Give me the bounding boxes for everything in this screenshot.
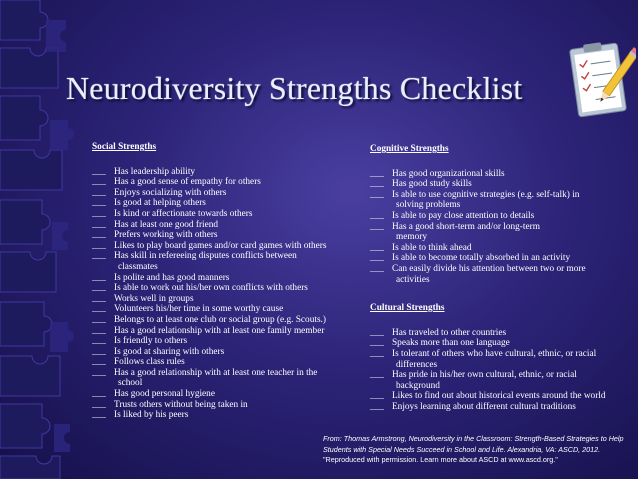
checkbox-blank[interactable]: ___ [92, 314, 106, 325]
checkbox-blank[interactable]: ___ [92, 304, 106, 315]
cognitive-strength-item-text: Is able to use cognitive strategies (e.g. self-talk) in [392, 189, 580, 200]
social-strength-item-text: Is liked by his peers [114, 410, 189, 421]
cultural-strength-item [370, 402, 630, 413]
checkbox-blank[interactable]: ___ [370, 242, 384, 253]
social-strength-item [92, 357, 362, 368]
social-strengths-heading: Social Strengths [92, 142, 157, 152]
social-strength-item-text: Works well in groups [114, 293, 194, 304]
social-strength-item [92, 209, 362, 220]
checkbox-blank[interactable]: ___ [370, 327, 384, 338]
cognitive-strength-item [370, 243, 630, 254]
checkbox-blank[interactable]: ___ [370, 370, 384, 381]
cognitive-strength-item-continuation: activities [396, 274, 430, 285]
social-strength-item-text: Belongs to at least one club or social group (e.g. Scouts.) [114, 314, 326, 325]
social-strength-item-continuation: classmates [118, 261, 158, 272]
social-strength-item-text: Has skill in refereeing disputes conflicts between [114, 251, 297, 262]
social-strength-item-text: Likes to play board games and/or card games with others [114, 240, 327, 251]
checkbox-blank[interactable]: ___ [370, 221, 384, 232]
social-strength-item [92, 241, 362, 252]
checkbox-blank[interactable]: ___ [92, 410, 106, 421]
cultural-strength-item [370, 328, 630, 339]
social-strength-item-text: Has a good sense of empathy for others [114, 177, 261, 188]
cognitive-strengths-heading: Cognitive Strengths [370, 144, 449, 154]
checkbox-blank[interactable]: ___ [92, 325, 106, 336]
social-strength-item-text: Enjoys socializing with others [114, 187, 227, 198]
social-strength-item-text: Prefers working with others [114, 230, 218, 241]
cognitive-strength-item-text: Is able to become totally absorbed in an activity [392, 253, 571, 264]
checkbox-blank[interactable]: ___ [370, 401, 384, 412]
social-strength-item [92, 283, 362, 294]
checkbox-blank[interactable]: ___ [92, 346, 106, 357]
social-strength-item [92, 410, 362, 421]
clipboard-checklist-icon [568, 40, 636, 122]
checkbox-blank[interactable]: ___ [92, 389, 106, 400]
checkbox-blank[interactable]: ___ [92, 219, 106, 230]
cultural-strength-item-text: Likes to find out about historical events around the world [392, 391, 606, 402]
social-strength-item [92, 400, 362, 411]
cognitive-strength-item-continuation: solving problems [396, 200, 461, 211]
checkbox-blank[interactable]: ___ [92, 240, 106, 251]
cultural-strength-item-continuation: differences [396, 359, 438, 370]
social-strength-item [92, 188, 362, 199]
social-strengths-list [92, 167, 362, 421]
checkbox-blank[interactable]: ___ [92, 336, 106, 347]
cognitive-strength-item-text: Has good study skills [392, 179, 472, 190]
social-strength-item [92, 273, 362, 284]
cognitive-strength-item-continuation: memory [396, 232, 427, 243]
cognitive-strengths-list [370, 169, 630, 286]
social-strength-item [92, 315, 362, 326]
cognitive-strength-item [370, 264, 630, 285]
checkbox-blank[interactable]: ___ [92, 230, 106, 241]
social-strength-item-text: Is good at sharing with others [114, 346, 225, 357]
cultural-strength-item [370, 391, 630, 402]
cognitive-strength-item [370, 179, 630, 190]
social-strength-item [92, 347, 362, 358]
cognitive-strength-item [370, 253, 630, 264]
checkbox-blank[interactable]: ___ [370, 338, 384, 349]
checkbox-blank[interactable]: ___ [92, 272, 106, 283]
social-strength-item [92, 294, 362, 305]
social-strength-item-text: Trusts others without being taken in [114, 399, 248, 410]
checkbox-blank[interactable]: ___ [92, 166, 106, 177]
social-strength-item-text: Is able to work out his/her own conflicts with others [114, 283, 308, 294]
cultural-strength-item [370, 338, 630, 349]
social-strength-item-continuation: school [118, 378, 143, 389]
social-strength-item [92, 304, 362, 315]
checkbox-blank[interactable]: ___ [92, 198, 106, 209]
social-strength-item [92, 230, 362, 241]
citation-line-1: From: Thomas Armstrong, Neurodiversity in the Classroom: Strength-Based Strategies to Help [323, 434, 624, 443]
social-strength-item-text: Has good personal hygiene [114, 389, 215, 400]
social-strength-item-text: Has a good relationship with at least one family member [114, 325, 325, 336]
social-strength-item [92, 198, 362, 209]
checkbox-blank[interactable]: ___ [92, 208, 106, 219]
social-strength-item-text: Is friendly to others [114, 336, 188, 347]
social-strength-item-text: Volunteers his/her time in some worthy cause [114, 304, 284, 315]
cognitive-strength-item-text: Is able to think ahead [392, 242, 472, 253]
checkbox-blank[interactable]: ___ [370, 168, 384, 179]
social-strength-item [92, 368, 362, 389]
social-strength-item [92, 326, 362, 337]
social-strength-item [92, 389, 362, 400]
cognitive-strength-item [370, 169, 630, 180]
cultural-strength-item-continuation: background [396, 380, 440, 391]
cultural-strength-item-text: Has pride in his/her own cultural, ethnic, or racial [392, 370, 577, 381]
cognitive-cultural-section [370, 144, 630, 412]
cognitive-strength-item [370, 211, 630, 222]
citation-line-2: Students with Special Needs Succeed in School and Life. Alexandria, VA: ASCD, 2012. [323, 444, 601, 454]
checkbox-blank[interactable]: ___ [92, 357, 106, 368]
social-strength-item [92, 167, 362, 178]
social-strength-item [92, 177, 362, 188]
checkbox-blank[interactable]: ___ [370, 210, 384, 221]
checkbox-blank[interactable]: ___ [92, 399, 106, 410]
cultural-strengths-list [370, 328, 630, 413]
social-strength-item-text: Is good at helping others [114, 198, 206, 209]
checkbox-blank[interactable]: ___ [92, 187, 106, 198]
checkbox-blank[interactable]: ___ [92, 293, 106, 304]
checkbox-blank[interactable]: ___ [370, 179, 384, 190]
cultural-strength-item-text: Enjoys learning about different cultural traditions [392, 401, 576, 412]
social-strength-item-text: Has leadership ability [114, 166, 196, 177]
slide-title: Neurodiversity Strengths Checklist [66, 70, 523, 106]
social-strengths-section [92, 142, 362, 421]
checkbox-blank[interactable]: ___ [370, 263, 384, 274]
checkbox-blank[interactable]: ___ [370, 189, 384, 200]
social-strength-item-text: Is kind or affectionate towards others [114, 208, 253, 219]
checkbox-blank[interactable]: ___ [370, 253, 384, 264]
social-strength-item-text: Has a good relationship with at least one teacher in the [114, 367, 318, 378]
social-strength-item-text: Follows class rules [114, 357, 185, 368]
source-citation [323, 434, 635, 466]
social-strength-item [92, 220, 362, 231]
cognitive-strength-item [370, 222, 630, 243]
social-strength-item-text: Has at least one good friend [114, 219, 219, 230]
social-strength-item [92, 251, 362, 272]
checkbox-blank[interactable]: ___ [92, 177, 106, 188]
checkbox-blank[interactable]: ___ [92, 367, 106, 378]
citation-line-3: "Reproduced with permission. Learn more about ASCD at www.ascd.org." [323, 455, 558, 464]
cultural-strength-item [370, 349, 630, 370]
cultural-strengths-heading: Cultural Strengths [370, 303, 445, 314]
cognitive-strength-item-text: Can easily divide his attention between two or more [392, 263, 586, 274]
social-strength-item [92, 336, 362, 347]
cultural-strength-item-text: Speaks more than one language [392, 338, 510, 349]
cognitive-strength-item [370, 190, 630, 211]
cognitive-strength-item-text: Has a good short-term and/or long-term [392, 221, 540, 232]
checkbox-blank[interactable]: ___ [92, 251, 106, 262]
cognitive-strength-item-text: Has good organizational skills [392, 168, 505, 179]
social-strength-item-text: Is polite and has good manners [114, 272, 230, 283]
checkbox-blank[interactable]: ___ [370, 348, 384, 359]
checkbox-blank[interactable]: ___ [370, 391, 384, 402]
cognitive-strength-item-text: Is able to pay close attention to details [392, 210, 535, 221]
checkbox-blank[interactable]: ___ [92, 283, 106, 294]
cultural-strength-item-text: Is tolerant of others who have cultural, ethnic, or racial [392, 348, 597, 359]
cultural-strength-item-text: Has traveled to other countries [392, 327, 507, 338]
cultural-strength-item [370, 370, 630, 391]
